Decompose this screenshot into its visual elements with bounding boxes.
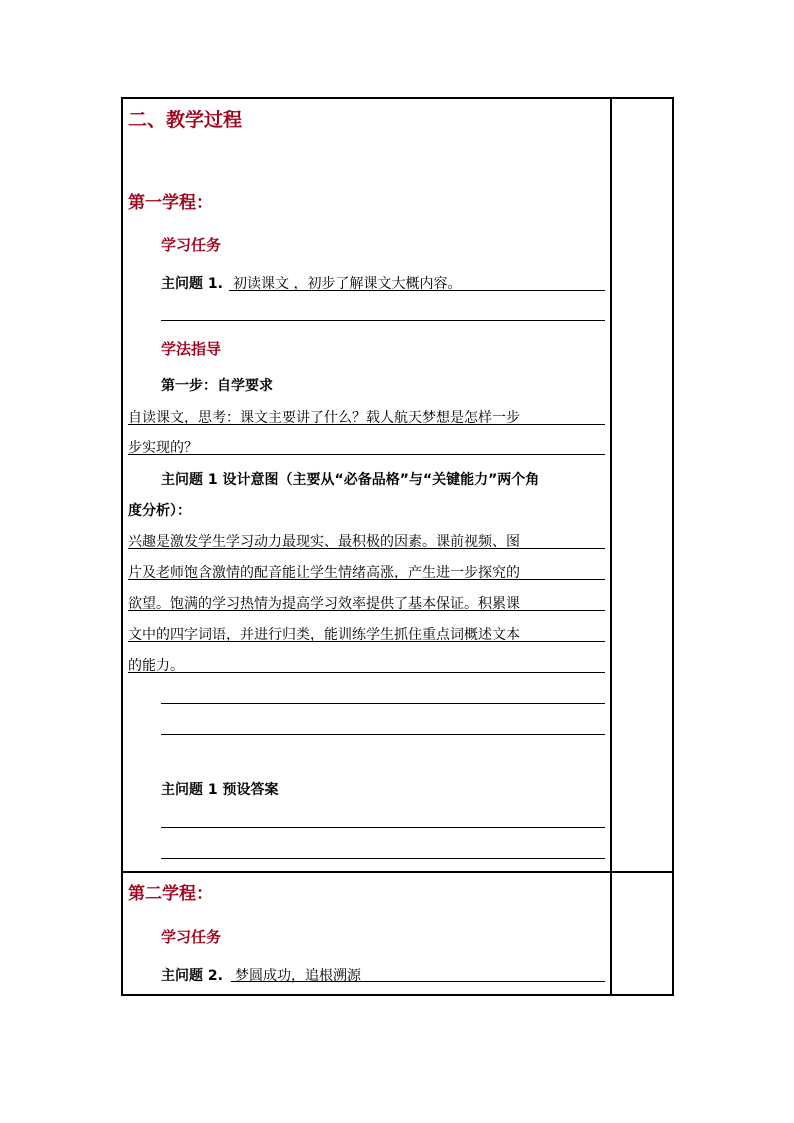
answer-line — [161, 703, 605, 704]
text-underline — [128, 424, 605, 425]
table-row-divider — [121, 871, 674, 873]
intent-text-line: 片及老师饱含激情的配音能让学生情绪高涨，产生进一步探究的 — [128, 565, 520, 581]
text-underline — [128, 672, 605, 673]
stage1-question-label: 主问题 1. — [161, 276, 223, 292]
stage1-title: 第一学程： — [128, 193, 213, 213]
text-underline — [128, 454, 605, 455]
stage2-question-text: 梦圆成功，追根溯源 — [235, 968, 361, 984]
intent-line1: 主问题 1 设计意图（主要从“必备品格”与“关键能力”两个角 — [161, 472, 540, 488]
stage1-task-heading: 学习任务 — [161, 236, 222, 254]
answer-line — [161, 858, 605, 859]
intent-text-line: 的能力。 — [128, 658, 184, 674]
intent-text-line: 文中的四字词语，并进行归类，能训练学生抓住重点词概述文本 — [128, 627, 520, 643]
text-underline — [128, 610, 605, 611]
text-underline — [128, 641, 605, 642]
stage1-method-heading: 学法指导 — [161, 340, 222, 358]
answer-line — [161, 827, 605, 828]
text-underline — [128, 579, 605, 580]
section-title: 二、教学过程 — [128, 109, 243, 131]
intent-text-line: 欲望。饱满的学习热情为提高学习效率提供了基本保证。积累课 — [128, 596, 520, 612]
step1-text-line2: 步实现的？ — [128, 440, 198, 456]
stage2-question-label: 主问题 2. — [161, 968, 223, 984]
answer-line — [161, 734, 605, 735]
intent-line2: 度分析）： — [128, 503, 191, 519]
text-underline — [128, 548, 605, 549]
answer-label: 主问题 1 预设答案 — [161, 782, 279, 798]
intent-text-line: 兴趣是激发学生学习动力最现实、最积极的因素。课前视频、图 — [128, 534, 520, 550]
answer-line — [231, 981, 605, 982]
table-column-divider — [610, 97, 612, 996]
answer-line — [229, 290, 605, 291]
step1-label: 第一步：自学要求 — [161, 378, 273, 394]
stage2-task-heading: 学习任务 — [161, 928, 222, 946]
stage2-title: 第二学程： — [128, 884, 213, 904]
step1-text-line1: 自读课文，思考：课文主要讲了什么？载人航天梦想是怎样一步 — [128, 410, 520, 426]
stage1-question-text: 初读课文 ，初步了解课文大概内容。 — [233, 276, 462, 292]
answer-line — [161, 320, 605, 321]
